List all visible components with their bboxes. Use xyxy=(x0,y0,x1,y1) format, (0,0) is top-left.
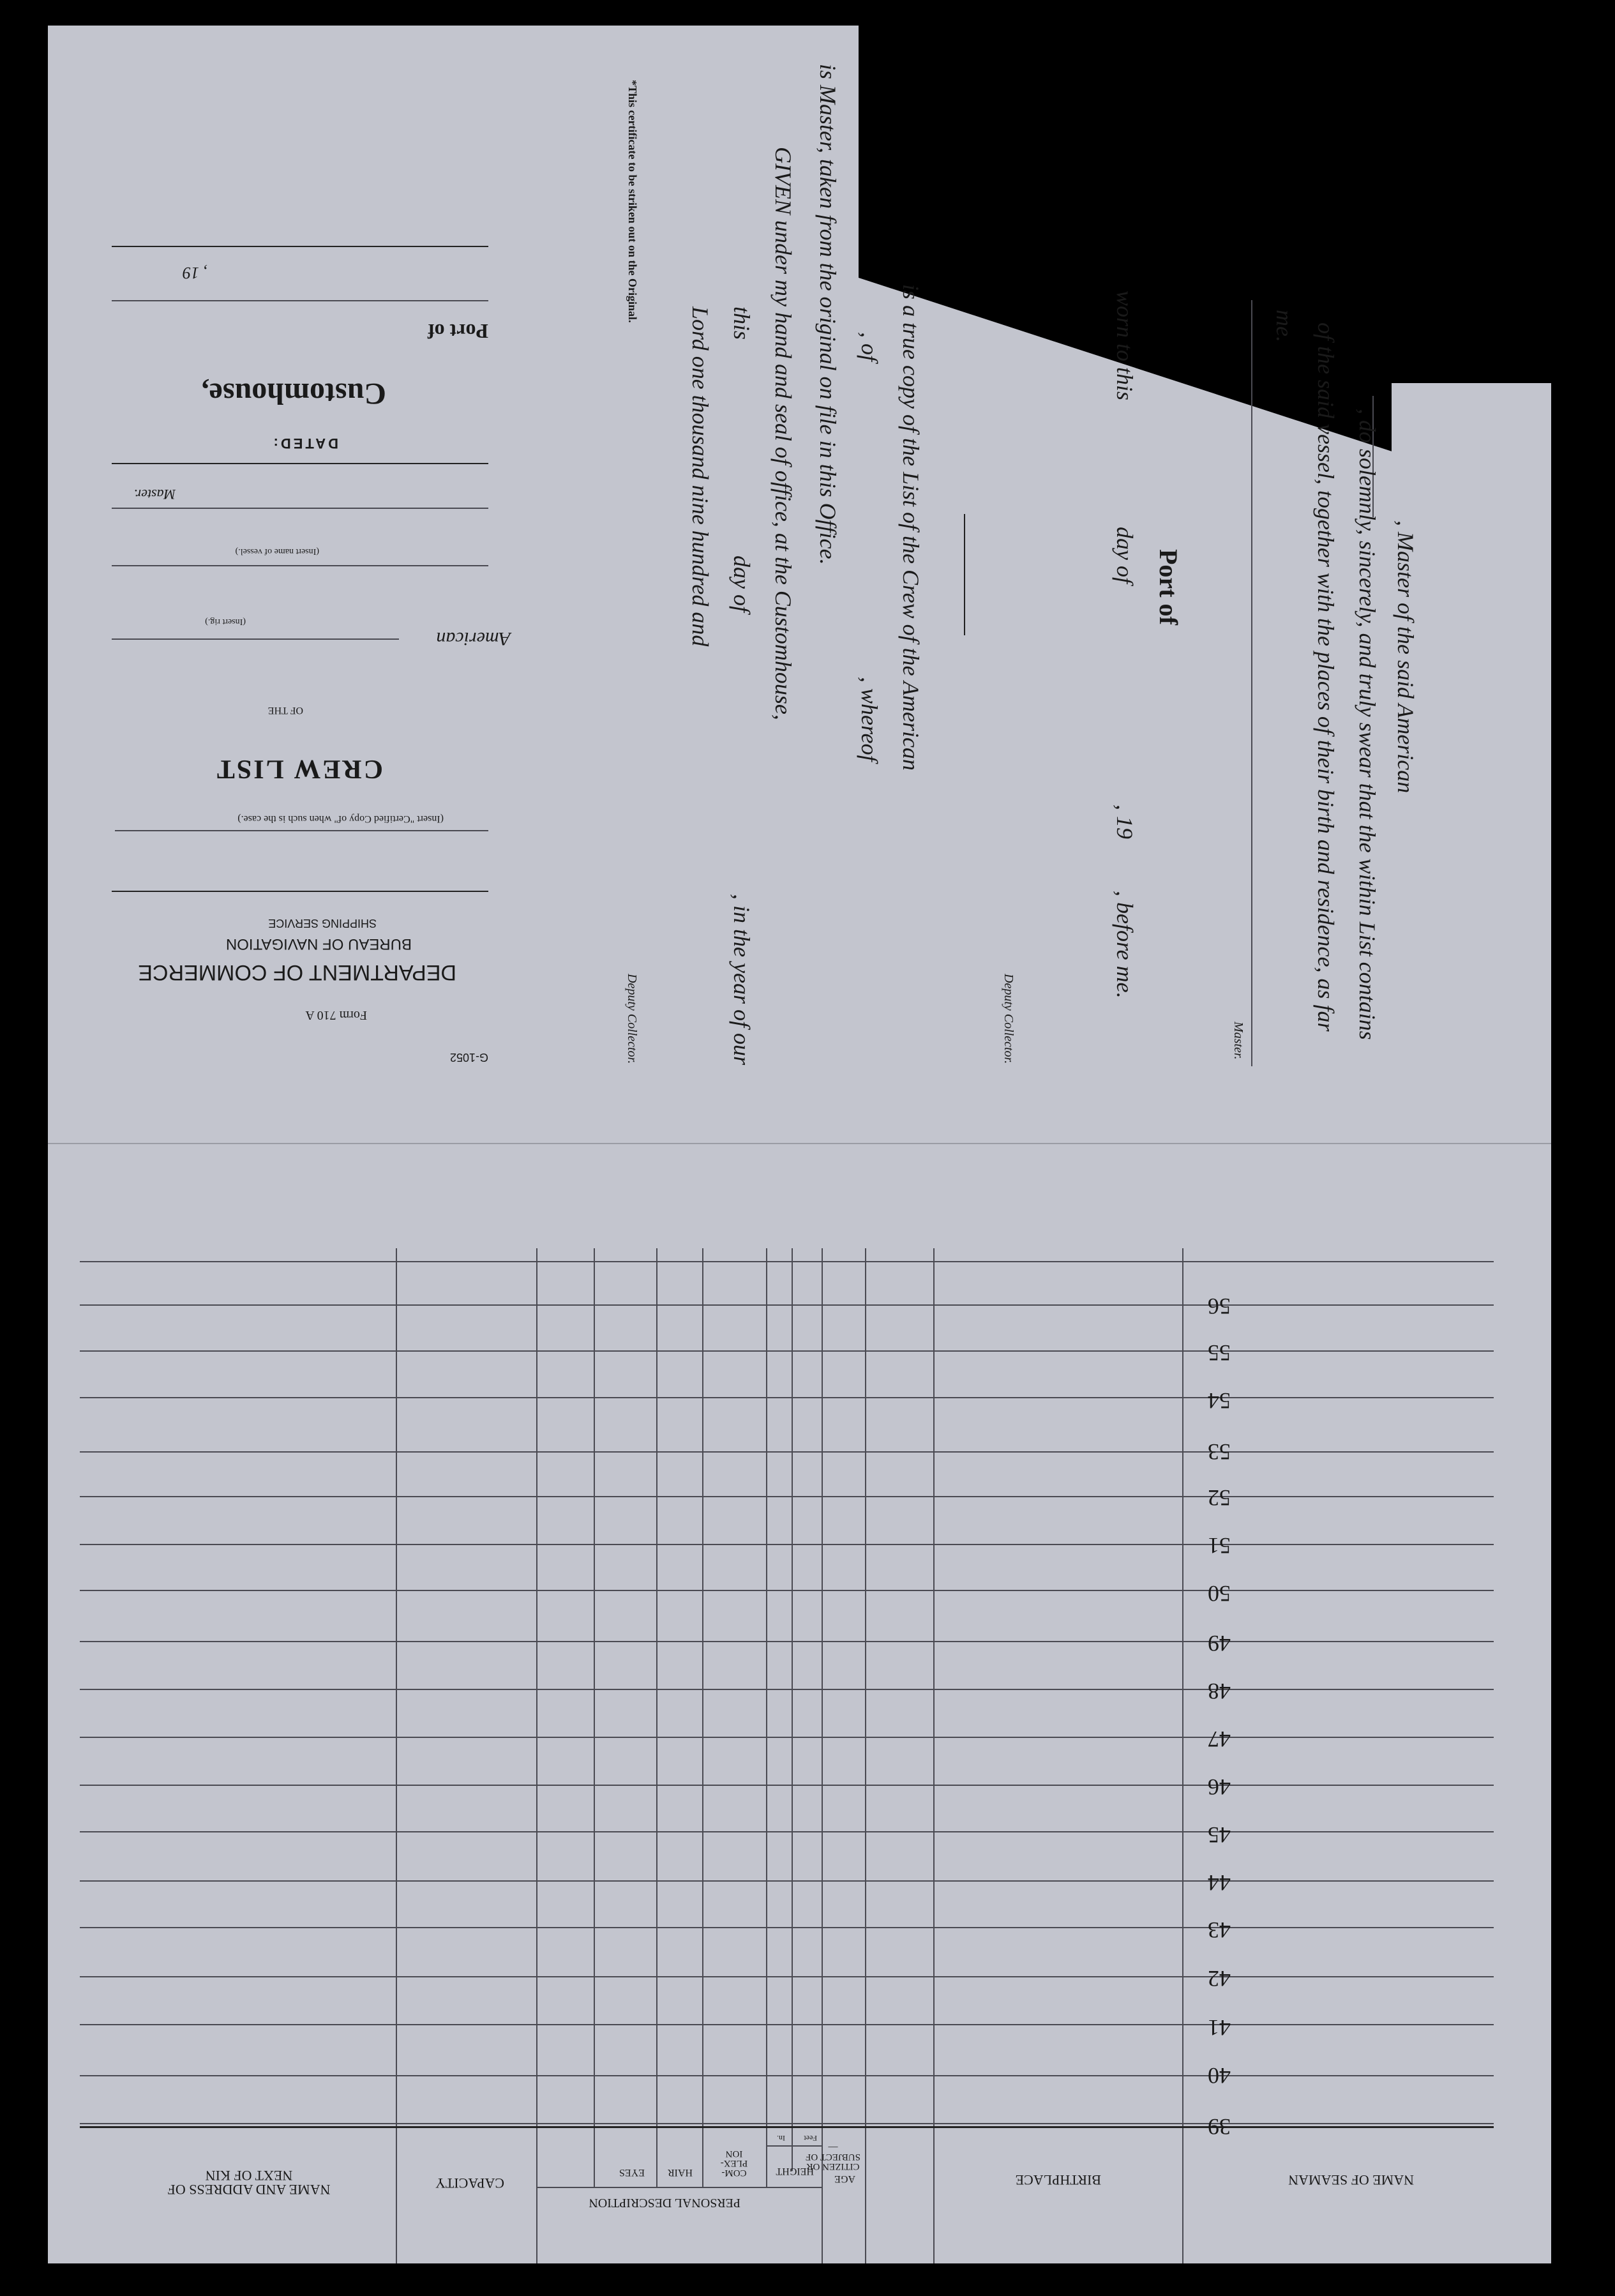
header-line xyxy=(80,2126,1494,2128)
this-label: this xyxy=(729,306,755,340)
row-line xyxy=(80,1496,1494,1497)
row-number: 42 xyxy=(1208,1966,1231,1991)
port-of-label: Port of xyxy=(427,320,488,343)
insert-vessel-note: (Insert name of vessel.) xyxy=(235,547,319,556)
row-number: 41 xyxy=(1208,2015,1231,2041)
row-line xyxy=(80,1976,1494,1977)
row-line xyxy=(80,1927,1494,1928)
col-line-birthplace xyxy=(933,1248,935,2263)
row-line xyxy=(80,1544,1494,1545)
form-code: G-1052 xyxy=(449,1051,488,1064)
col-line-feet xyxy=(792,1248,793,2171)
oath-port-of: Port of xyxy=(1154,549,1183,625)
form-number: Form 710 A xyxy=(305,1008,367,1022)
header-eyes: EYES xyxy=(619,2167,645,2178)
bureau-heading: BUREAU OF NAVIGATION xyxy=(225,935,412,953)
rule-top xyxy=(112,891,488,892)
rule-dated xyxy=(112,463,488,464)
row-line xyxy=(80,1737,1494,1738)
col-line-age xyxy=(822,1248,823,2263)
master-sig-line xyxy=(1251,300,1252,1066)
rule-port xyxy=(112,300,488,301)
row-line xyxy=(80,1304,1494,1306)
col-line-complexion xyxy=(702,1248,703,2187)
of-the-label: OF THE xyxy=(267,705,303,716)
document-sheet-bottom xyxy=(48,1168,1551,2263)
customhouse-heading: Customhouse, xyxy=(201,377,386,411)
col-line-personal xyxy=(536,1248,537,2263)
row-line xyxy=(80,1689,1494,1690)
row-line xyxy=(80,2024,1494,2025)
row-line xyxy=(80,1831,1494,1832)
row-number: 51 xyxy=(1208,1533,1231,1559)
row-number: 46 xyxy=(1208,1774,1231,1800)
rule-master xyxy=(112,508,488,509)
header-name-of-seaman: NAME OF SEAMAN xyxy=(1288,2172,1414,2188)
row-number: 56 xyxy=(1208,1294,1231,1319)
header-capacity: CAPACITY xyxy=(435,2175,504,2191)
header-complexion: COM- PLEX- ION xyxy=(720,2149,748,2178)
oath-master-sig: Master. xyxy=(1231,1022,1245,1060)
deputy-collector-2: Deputy Collector. xyxy=(625,974,639,1064)
insert-rig-note: (Insert rig.) xyxy=(205,617,246,626)
master-label: Master. xyxy=(133,487,176,502)
row-number: 47 xyxy=(1208,1726,1231,1752)
sworn-to-label: worn to this xyxy=(1112,291,1138,401)
strike-out-note: *This certificate to be striken out on the Original. xyxy=(626,80,639,323)
personal-desc-line xyxy=(536,2187,822,2188)
row-line xyxy=(80,1880,1494,1882)
row-number: 45 xyxy=(1208,1822,1231,1848)
header-citizen: CITIZEN OR SUBJECT OF— xyxy=(806,2142,861,2171)
header-height: HEIGHT xyxy=(776,2166,814,2177)
row-number: 52 xyxy=(1208,1485,1231,1511)
row-line xyxy=(80,1261,1494,1262)
oath-divider xyxy=(964,514,965,635)
before-me-label: , before me. xyxy=(1112,891,1138,999)
row-number: 49 xyxy=(1208,1631,1231,1656)
service-heading: SHIPPING SERVICE xyxy=(268,917,377,930)
year-label: , 19 xyxy=(183,264,207,282)
row-line xyxy=(80,2075,1494,2076)
lord-line: Lord one thousand nine hundred and xyxy=(687,306,713,647)
col-line-eyes xyxy=(594,1248,595,2187)
row-number: 54 xyxy=(1208,1388,1231,1414)
header-age: AGE xyxy=(834,2173,855,2184)
row-number: 44 xyxy=(1208,1870,1231,1896)
row-number: 53 xyxy=(1208,1439,1231,1465)
oath-line-3: of the said vessel, together with the places of their birth and residence, as far xyxy=(1313,322,1339,1032)
header-hair: HAIR xyxy=(667,2167,693,2178)
row-line xyxy=(80,2123,1494,2124)
col-line-name xyxy=(1182,1248,1183,2263)
row-line xyxy=(80,1590,1494,1591)
true-copy-line: is a true copy of the List of the Crew of the American xyxy=(898,284,924,771)
oath-line-1: , Master of the said American xyxy=(1393,520,1418,794)
given-line: GIVEN under my hand and seal of office, at the Customhouse, xyxy=(770,147,796,720)
whereof-label: , whereof xyxy=(857,677,882,762)
col-line-citizen xyxy=(865,1248,866,2263)
row-number: 55 xyxy=(1208,1340,1231,1366)
crew-list-title: CREW LIST xyxy=(214,754,383,783)
rule-vessel xyxy=(112,565,488,566)
row-number: 43 xyxy=(1208,1917,1231,1943)
col-line-capacity xyxy=(396,1248,397,2263)
deputy-collector-1: Deputy Collector. xyxy=(1002,974,1016,1064)
is-master-line: is Master, taken from the original on file in this Office. xyxy=(815,64,841,565)
rule-bottom xyxy=(112,246,488,247)
row-line xyxy=(80,1785,1494,1786)
rule-certified xyxy=(115,830,488,831)
row-line xyxy=(80,1397,1494,1398)
col-line-height xyxy=(766,1248,767,2187)
row-number: 39 xyxy=(1208,2114,1231,2140)
row-number: 48 xyxy=(1208,1679,1231,1704)
row-line xyxy=(80,1451,1494,1453)
header-next-of-kin: NAME AND ADDRESS OF NEXT OF KIN xyxy=(167,2168,331,2198)
american-label: American xyxy=(436,628,511,649)
certified-copy-note: (Insert "Certified Copy of" when such is the case.) xyxy=(237,813,444,824)
row-number: 40 xyxy=(1208,2063,1231,2088)
oath-line-4: me. xyxy=(1272,310,1297,342)
in-year-label: , in the year of our xyxy=(729,894,755,1065)
col-line-hair xyxy=(656,1248,657,2187)
fold-line xyxy=(48,1143,1551,1144)
header-feet: Feet xyxy=(804,2134,817,2143)
oath-line-2: , do solemnly, sincerely, and truly swear that the within List contains xyxy=(1355,409,1380,1040)
day-of-label-2: day of xyxy=(729,555,755,612)
dated-label: DATED: xyxy=(271,435,338,451)
department-heading: DEPARTMENT OF COMMERCE xyxy=(138,960,456,985)
header-inches: In. xyxy=(777,2134,785,2143)
rule-rig xyxy=(112,638,399,640)
of-label: , of xyxy=(857,332,882,362)
row-line xyxy=(80,1350,1494,1352)
header-personal-description: PERSONAL DESCRIPTION xyxy=(589,2196,740,2210)
day-of-label: day of xyxy=(1112,527,1138,584)
row-number: 50 xyxy=(1208,1581,1231,1606)
year-19-label: , 19 xyxy=(1112,804,1138,839)
header-birthplace: BIRTHPLACE xyxy=(1015,2172,1101,2188)
row-line xyxy=(80,1641,1494,1642)
